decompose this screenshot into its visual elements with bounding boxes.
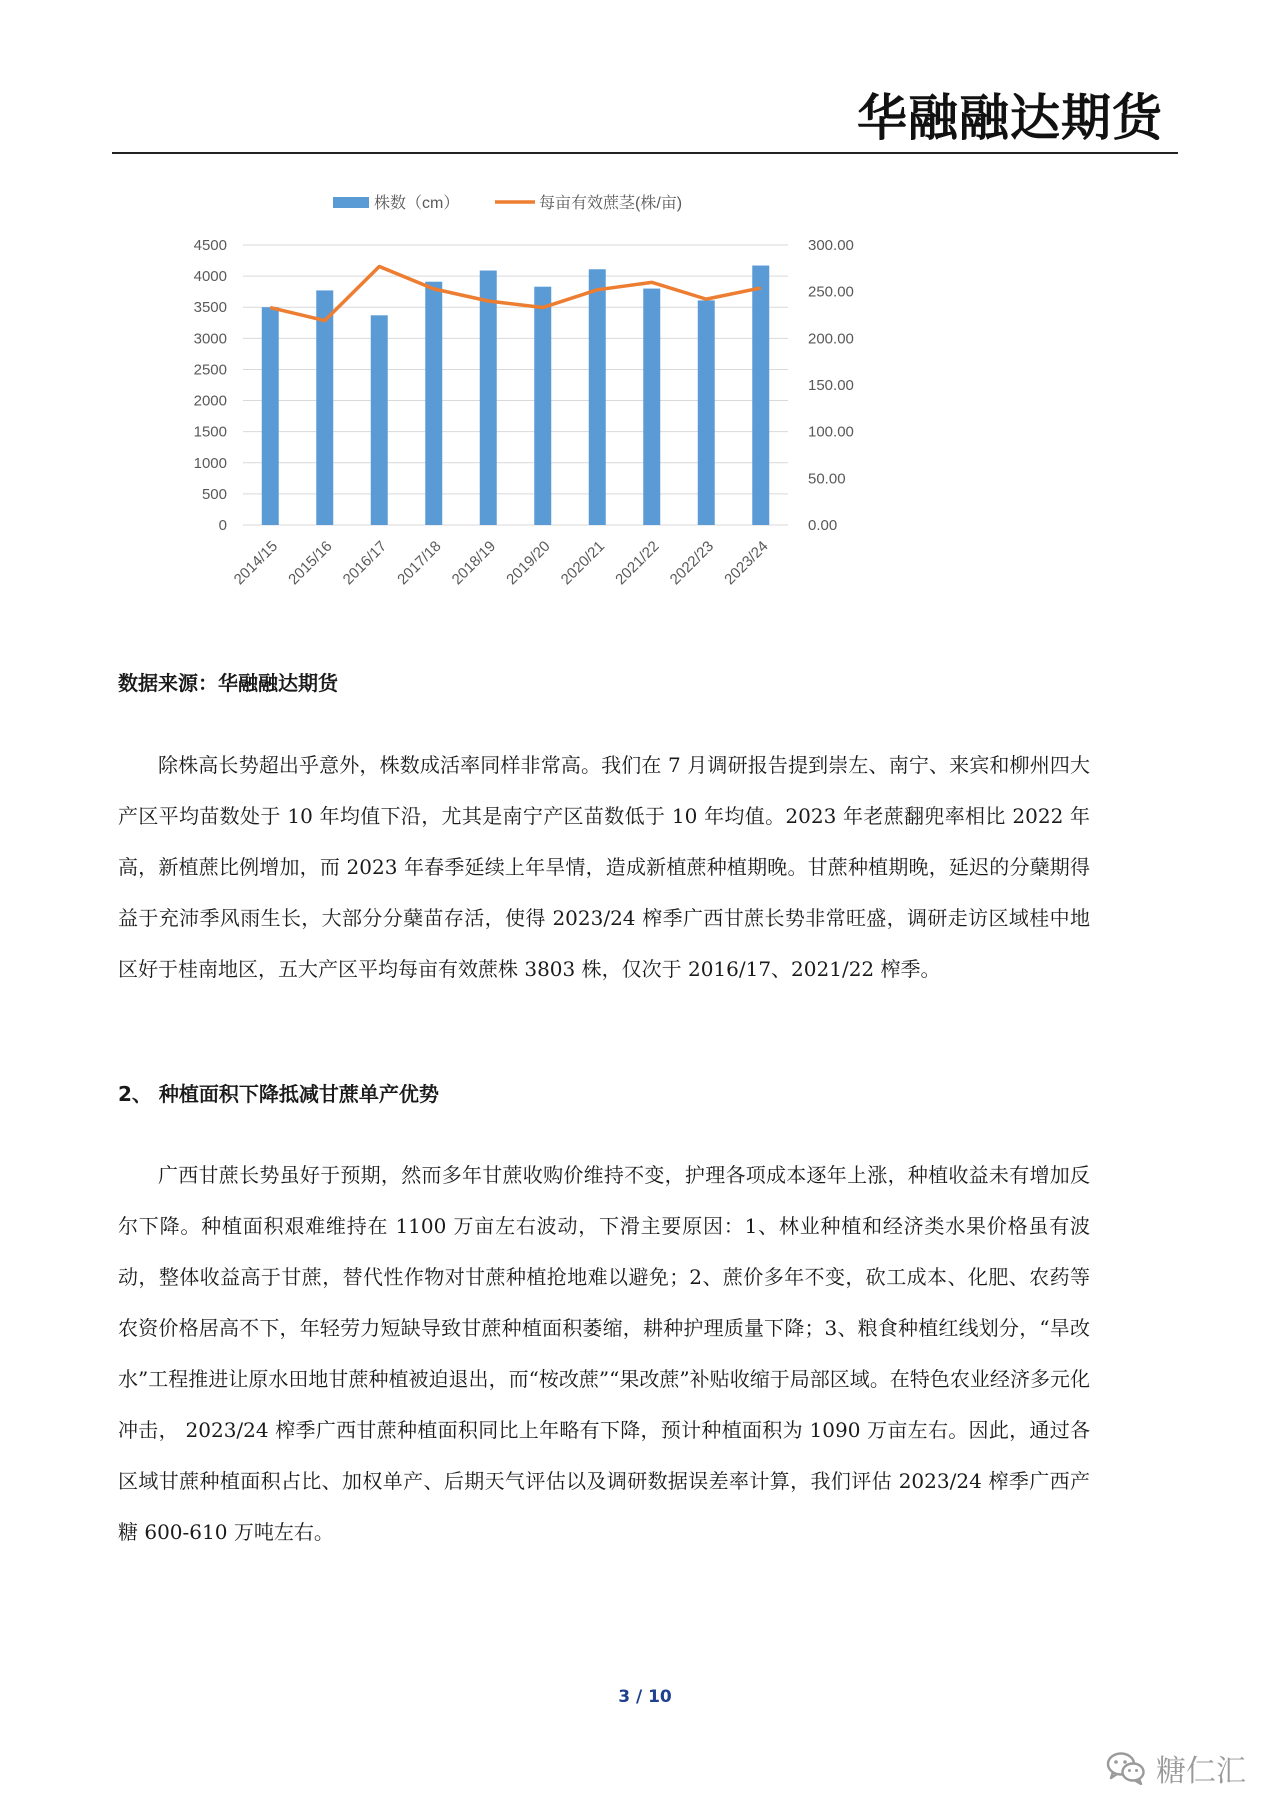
paragraph-planting-area: 广西甘蔗长势虽好于预期，然而多年甘蔗收购价维持不变，护理各项成本逐年上涨，种植收益未有增加反尔下降。种植面积艰难维持在 1100 万亩左右波动，下滑主要原因：1、林业种植和经济类水果价格虽有波动，整体收益高于甘蔗，替代性作物对甘蔗种植抢地难以避免；2、蔗价多年不变，砍工成本、化肥、农药等农资价格居高不下，年轻劳力短缺导致甘蔗种植面积萎缩，耕种护理质量下降；3、粮食种植红线划分，“旱改水”工程推进让原水田地甘蔗种植被迫退出，而“桉改蔗”“果改蔗”补贴收缩于局部区域。在特色农业经济多元化冲击， 2023/24 榨季广西甘蔗种植面积同比上年略有下降，预计种植面积为 1090 万亩左右。因此，通过各区域甘蔗种植面积占比、加权单产、后期天气评估以及调研数据误差率计算，我们评估 2023/24 榨季广西产糖 600-610 万吨左右。: [118, 1163, 1090, 1544]
y-tick-label: 0: [218, 517, 227, 534]
y-right-tick-label: 150.00: [808, 377, 854, 394]
y-right-tick-label: 50.00: [808, 470, 846, 488]
x-tick-label: 2022/23: [666, 537, 718, 589]
y-tick-label: 2500: [193, 361, 227, 379]
x-tick-label: 2017/18: [394, 537, 445, 589]
x-tick-label: 2015/16: [285, 537, 336, 589]
wechat-icon: [1106, 1751, 1146, 1785]
watermark-text: 糖仁汇: [1156, 1754, 1246, 1789]
bar: [643, 289, 660, 525]
y-tick-label: 2000: [193, 392, 227, 410]
x-tick-label: 2018/19: [448, 537, 500, 589]
brand-title: 华融融达期货: [857, 89, 1163, 147]
bar: [589, 269, 606, 525]
y-right-tick-label: 250.00: [808, 283, 854, 301]
y-tick-label: 3500: [193, 299, 227, 317]
section-heading: 2、 种植面积下降抵减甘蔗单产优势: [118, 1082, 439, 1106]
x-tick-label: 2020/21: [557, 537, 609, 589]
x-tick-label: 2014/15: [230, 537, 282, 589]
x-tick-label: 2016/17: [339, 537, 391, 589]
page-number: 3 / 10: [618, 1687, 672, 1707]
sugarcane-chart: [150, 180, 890, 640]
watermark: [1106, 1746, 1246, 1790]
legend-label-line: 每亩有效蔗茎(株/亩): [539, 195, 683, 212]
y-tick-label: 3000: [193, 330, 227, 348]
y-right-tick-label: 100.00: [808, 423, 854, 441]
y-tick-label: 1000: [193, 454, 227, 472]
x-tick-label: 2023/24: [721, 537, 772, 589]
x-tick-label: 2019/20: [503, 537, 554, 589]
paragraph-plant-count: 除株高长势超出乎意外，株数成活率同样非常高。我们在 7 月调研报告提到崇左、南宁、来宾和柳州四大产区平均苗数处于 10 年均值下沿，尤其是南宁产区苗数低于 10 年均值。2023 年老蔗翻兜率相比 2022 年高，新植蔗比例增加，而 2023 年春季延续上年旱情，造成新植蔗种植期晚。甘蔗种植期晚，延迟的分蘖期得益于充沛季风雨生长，大部分分蘖苗存活，使得 2023/24 榨季广西甘蔗长势非常旺盛，调研走访区域桂中地区好于桂南地区，五大产区平均每亩有效蔗株 3803 株，仅次于 2016/17、2021/22 榨季。: [118, 753, 1090, 981]
bar: [316, 290, 333, 525]
y-right-tick-label: 300.00: [808, 237, 854, 254]
y-right-tick-label: 200.00: [808, 330, 854, 348]
series-line: [270, 266, 761, 320]
data-source: 数据来源：华融融达期货: [118, 671, 338, 695]
y-tick-label: 4500: [193, 237, 227, 254]
bar: [752, 266, 769, 525]
bar: [262, 307, 279, 525]
y-tick-label: 4000: [193, 268, 227, 286]
y-tick-label: 500: [201, 485, 227, 503]
bar: [425, 282, 442, 525]
y-tick-label: 1500: [193, 423, 227, 441]
legend-swatch-bar: [333, 197, 369, 208]
y-right-tick-label: 0.00: [808, 517, 838, 534]
header-divider: [112, 152, 1178, 154]
bar: [371, 315, 388, 525]
legend-label-bar: 株数（cm）: [374, 195, 460, 212]
bar: [534, 287, 551, 525]
bar: [698, 300, 715, 525]
bar: [480, 271, 497, 525]
x-tick-label: 2021/22: [612, 537, 663, 589]
